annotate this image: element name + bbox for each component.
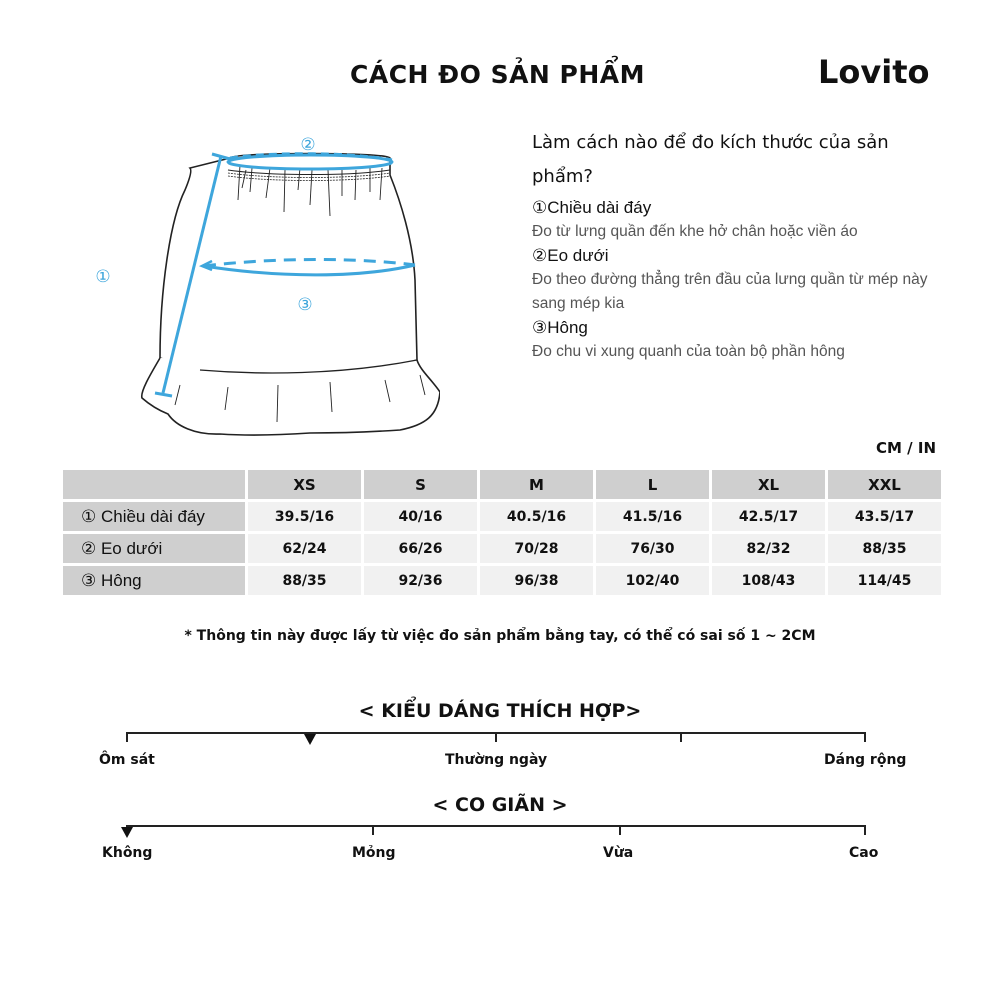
- guide-item-hip: [532, 316, 932, 364]
- table-cell: 96/38: [480, 566, 593, 595]
- table-cell: 102/40: [596, 566, 709, 595]
- page-title: CÁCH ĐO SẢN PHẨM: [350, 60, 646, 89]
- stretch-label-slight: Mỏng: [352, 845, 396, 861]
- guide-description: Đo chu vi xung quanh của toàn bộ phần hông: [532, 343, 845, 360]
- table-cell: 66/26: [364, 534, 477, 563]
- table-cell: 40.5/16: [480, 502, 593, 531]
- diagram-label-3: ③: [297, 295, 313, 315]
- table-row: [63, 534, 941, 563]
- guide-item-waist: [532, 244, 932, 316]
- table-cell: 114/45: [828, 566, 941, 595]
- fit-scale-title: < KIỂU DÁNG THÍCH HỢP>: [358, 700, 642, 722]
- table-cell: 62/24: [248, 534, 361, 563]
- guide-heading: ②Eo dưới: [532, 246, 609, 265]
- guide-description: Đo từ lưng quần đến khe hở chân hoặc viền áo: [532, 223, 858, 240]
- guide-heading: ①Chiều dài đáy: [532, 198, 652, 217]
- table-cell: 43.5/17: [828, 502, 941, 531]
- guide-item-length: [532, 196, 932, 244]
- column-header: S: [364, 470, 477, 499]
- table-cell: 108/43: [712, 566, 825, 595]
- table-header-row: [63, 470, 941, 499]
- row-label: ③ Hông: [63, 566, 245, 595]
- column-header: XXL: [828, 470, 941, 499]
- fit-label-regular: Thường ngày: [445, 752, 548, 768]
- table-cell: 41.5/16: [596, 502, 709, 531]
- fit-label-tight: Ôm sát: [99, 752, 155, 768]
- measure-guide: [532, 196, 932, 364]
- guide-heading: ③Hông: [532, 318, 588, 337]
- row-label: ② Eo dưới: [63, 534, 245, 563]
- stretch-scale-tick: [864, 825, 866, 835]
- table-row: [63, 502, 941, 531]
- fit-scale-tick: [126, 732, 128, 742]
- diagram-label-2: ②: [300, 135, 316, 155]
- brand-logo: Lovito: [818, 53, 930, 91]
- column-header: XS: [248, 470, 361, 499]
- table-cell: 88/35: [248, 566, 361, 595]
- table-row: [63, 566, 941, 595]
- stretch-scale-title: < CO GIÃN >: [432, 794, 568, 816]
- table-cell: 42.5/17: [712, 502, 825, 531]
- table-cell: 88/35: [828, 534, 941, 563]
- skirt-measurement-diagram: [80, 130, 440, 450]
- guide-description: Đo theo đường thẳng trên đầu của lưng quần từ mép này sang mép kia: [532, 271, 928, 312]
- column-header: M: [480, 470, 593, 499]
- table-cell: 39.5/16: [248, 502, 361, 531]
- size-table: [60, 467, 944, 598]
- skirt-illustration: [80, 130, 440, 450]
- stretch-label-medium: Vừa: [603, 845, 634, 861]
- stretch-label-high: Cao: [849, 845, 879, 861]
- stretch-scale-tick: [619, 825, 621, 835]
- stretch-indicator-icon: [121, 827, 133, 838]
- stretch-scale-tick: [372, 825, 374, 835]
- unit-label: CM / IN: [876, 439, 936, 457]
- table-cell: 76/30: [596, 534, 709, 563]
- fit-indicator-icon: [304, 734, 316, 745]
- measurement-note: * Thông tin này được lấy từ việc đo sản phẩm bằng tay, có thể có sai số 1 ~ 2CM: [184, 628, 816, 644]
- fit-scale-tick: [680, 732, 682, 742]
- measure-question: Làm cách nào để đo kích thước của sản phẩm?: [532, 132, 889, 187]
- table-cell: 82/32: [712, 534, 825, 563]
- fit-scale-tick: [864, 732, 866, 742]
- table-cell: 92/36: [364, 566, 477, 595]
- stretch-scale-line: [126, 825, 866, 827]
- row-label: ① Chiều dài đáy: [63, 502, 245, 531]
- stretch-label-none: Không: [102, 845, 153, 861]
- column-header: XL: [712, 470, 825, 499]
- diagram-label-1: ①: [95, 267, 111, 287]
- column-header: L: [596, 470, 709, 499]
- table-corner-cell: [63, 470, 245, 499]
- fit-label-loose: Dáng rộng: [824, 752, 907, 768]
- table-cell: 40/16: [364, 502, 477, 531]
- fit-scale-tick: [495, 732, 497, 742]
- table-cell: 70/28: [480, 534, 593, 563]
